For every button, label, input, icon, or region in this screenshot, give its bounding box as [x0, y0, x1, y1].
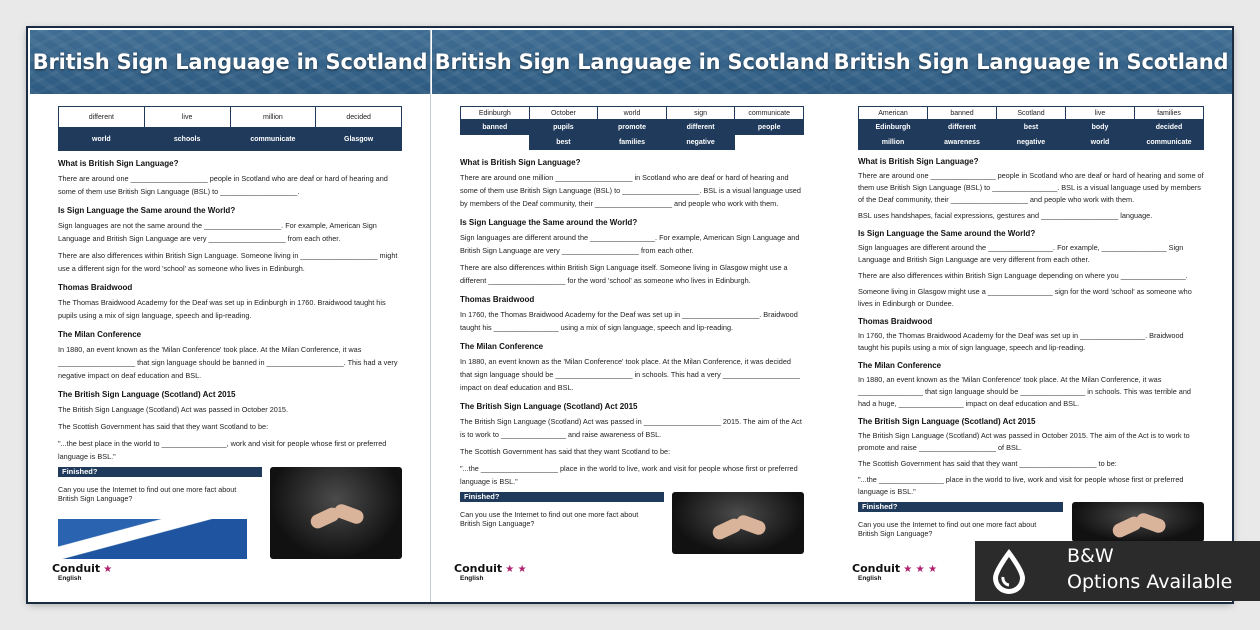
- cloze-paragraph: There are also differences within British Sign Language depending on where you ________________.: [858, 271, 1188, 280]
- word-bank-word: live: [1066, 107, 1135, 120]
- word-bank: [858, 106, 1204, 150]
- word-bank-word: families: [598, 135, 667, 150]
- badge-title: B&W: [1067, 545, 1114, 567]
- brand-name: Conduit: [52, 562, 101, 575]
- cloze-paragraph: The British Sign Language (Scotland) Act was passed in October 2015. The aim of the Act is to work to promote and raise ___________________ of BSL.: [858, 431, 1190, 452]
- word-bank-word: best: [529, 135, 598, 150]
- word-bank-word: American: [859, 107, 928, 120]
- word-bank-word: best: [997, 120, 1066, 135]
- word-bank-word: different: [928, 120, 997, 135]
- word-bank-word: sign: [666, 107, 735, 120]
- subject-label: English: [460, 575, 484, 582]
- cloze-paragraph: "...the ___________________ place in the world to live, work and visit for people whose first or preferred language is BSL.": [460, 464, 798, 486]
- cloze-paragraph: The Scottish Government has said that they want ___________________ to be:: [858, 459, 1117, 468]
- finished-box: [58, 467, 402, 561]
- difficulty-stars: ★ ★ ★: [903, 564, 938, 575]
- word-bank-word: communicate: [230, 128, 316, 151]
- word-bank-word: world: [1066, 135, 1135, 150]
- questions: [58, 157, 402, 463]
- word-bank-word: families: [1135, 107, 1204, 120]
- bw-options-badge: [975, 541, 1260, 601]
- cloze-paragraph: There are also differences within British Sign Language itself. Someone living in Glasgow might use a different ___________________ for the word 'school' as someone who lives in Edinburgh.: [460, 263, 788, 285]
- difficulty-stars: ★: [103, 564, 113, 575]
- section-heading: Thomas Braidwood: [858, 317, 933, 326]
- section-heading: What is British Sign Language?: [460, 158, 581, 167]
- badge-subtitle: Options Available: [1067, 571, 1233, 593]
- section-heading: Is Sign Language the Same around the World?: [58, 206, 236, 215]
- footer-brand: [52, 562, 112, 582]
- section-heading: Is Sign Language the Same around the World?: [460, 218, 638, 227]
- extension-question: Can you use the Internet to find out one more fact about British Sign Language?: [58, 485, 237, 503]
- title-banner: [830, 30, 1232, 94]
- footer-brand: [852, 562, 937, 582]
- word-bank-word: people: [735, 120, 804, 135]
- word-bank-word: pupils: [529, 120, 598, 135]
- footer-brand: [454, 562, 527, 582]
- word-bank-word: Edinburgh: [859, 120, 928, 135]
- cloze-paragraph: The Scottish Government has said that they want Scotland to be:: [58, 422, 269, 431]
- questions: [858, 156, 1204, 498]
- finished-box: [460, 492, 804, 556]
- cloze-paragraph: There are also differences within British Sign Language. Someone living in ___________________ might use a different sign for the word 'school' as someone who lives in Edinburgh.: [58, 251, 398, 273]
- signing-hands-photo: [672, 492, 804, 554]
- word-bank-word: Glasgow: [316, 128, 402, 151]
- cloze-paragraph: BSL uses handshapes, facial expressions, gestures and ___________________ language.: [858, 211, 1153, 220]
- section-heading: What is British Sign Language?: [58, 159, 179, 168]
- section-heading: Thomas Braidwood: [58, 283, 133, 292]
- subject-label: English: [858, 575, 882, 582]
- word-bank-word: negative: [997, 135, 1066, 150]
- section-heading: The British Sign Language (Scotland) Act 2015: [858, 417, 1036, 426]
- word-bank: [460, 106, 804, 150]
- cloze-paragraph: There are around one ________________ people in Scotland who are deaf or hard of hearing and some of them use British Sign Language (BSL) to ________________. BSL is a visual language used by members of the Deaf community, their ___________________ and people who work with them.: [858, 171, 1204, 204]
- cloze-paragraph: The British Sign Language (Scotland) Act was passed in October 2015.: [58, 405, 288, 414]
- cloze-paragraph: Sign languages are different around the ________________. For example, American Sign Language and British Sign Language are very ___________________ from each other.: [460, 233, 800, 255]
- section-heading: The British Sign Language (Scotland) Act 2015: [58, 390, 236, 399]
- word-bank-word: world: [59, 128, 145, 151]
- cloze-paragraph: There are around one million ___________________ in Scotland who are deaf or hard of hearing and some of them use British Sign Language (BSL) to ___________________. BSL is a visual language used by members of the Deaf community, their ___________________ and people who work with them.: [460, 173, 801, 208]
- finished-label: Finished?: [460, 492, 664, 502]
- worksheet-3: [830, 30, 1232, 602]
- word-bank-word: decided: [316, 107, 402, 128]
- cloze-paragraph: The Thomas Braidwood Academy for the Deaf was set up in Edinburgh in 1760. Braidwood taught his pupils using a mix of sign language, speech and lip-reading.: [58, 298, 386, 320]
- cloze-paragraph: There are around one ___________________ people in Scotland who are deaf or hard of hearing and some of them use British Sign Language (BSL) to ___________________.: [58, 174, 388, 196]
- word-bank-word: banned: [461, 120, 530, 135]
- section-heading: Thomas Braidwood: [460, 295, 535, 304]
- worksheet-title: British Sign Language in Scotland: [32, 50, 428, 74]
- word-bank-word: million: [230, 107, 316, 128]
- questions: [460, 156, 804, 488]
- signing-hands-photo: [270, 467, 402, 559]
- title-banner: [30, 30, 430, 94]
- cloze-paragraph: Sign languages are different around the ________________. For example, ________________ Sign Language and British Sign Language are very different from each other.: [858, 243, 1184, 264]
- word-bank-word: decided: [1135, 120, 1204, 135]
- finished-label: Finished?: [58, 467, 262, 477]
- cloze-paragraph: In 1760, the Thomas Braidwood Academy for the Deaf was set up in ___________________. Braidwood taught his ________________ using a mix of sign language, speech and lip-reading.: [460, 310, 798, 332]
- word-bank-word: live: [144, 107, 230, 128]
- word-bank-word: promote: [598, 120, 667, 135]
- word-bank-word: world: [598, 107, 667, 120]
- finished-label: Finished?: [858, 502, 1063, 512]
- worksheet-title: British Sign Language in Scotland: [833, 50, 1229, 74]
- cloze-paragraph: The British Sign Language (Scotland) Act was passed in ___________________ 2015. The aim of the Act is to work to ________________ and raise awareness of BSL.: [460, 417, 802, 439]
- word-bank-blank: [461, 135, 530, 150]
- word-bank-word: negative: [666, 135, 735, 150]
- word-bank-word: communicate: [1135, 135, 1204, 150]
- cloze-paragraph: Someone living in Glasgow might use a ________________ sign for the word 'school' as someone who lives in Edinburgh or Dundee.: [858, 287, 1192, 308]
- cloze-paragraph: In 1880, an event known as the 'Milan Conference' took place. At the Milan Conference, it was ___________________ that sign language should be banned in ___________________. This had a very negative impact on deaf education and BSL.: [58, 345, 398, 380]
- word-bank-word: schools: [144, 128, 230, 151]
- word-bank-blank: [735, 135, 804, 150]
- word-bank-word: Edinburgh: [461, 107, 530, 120]
- difficulty-stars: ★ ★: [505, 564, 527, 575]
- cloze-paragraph: In 1760, the Thomas Braidwood Academy for the Deaf was set up in ________________. Braidwood taught his pupils using a mix of sign language, speech and lip-reading.: [858, 331, 1184, 352]
- scotland-flag-image: [58, 519, 247, 559]
- word-bank-word: October: [529, 107, 598, 120]
- cloze-paragraph: The Scottish Government has said that they want Scotland to be:: [460, 447, 671, 456]
- word-bank-word: different: [59, 107, 145, 128]
- finished-box: [858, 502, 1204, 542]
- section-heading: The British Sign Language (Scotland) Act 2015: [460, 402, 638, 411]
- cloze-paragraph: In 1880, an event known as the 'Milan Conference' took place. At the Milan Conference, it was ________________ that sign language should be ________________ in schools. This was terrible and had a huge, ________________ impact on deaf education and BSL.: [858, 375, 1191, 408]
- worksheet-title: British Sign Language in Scotland: [434, 50, 830, 74]
- cloze-paragraph: "...the ________________ place in the world to live, work and visit for people whose first or preferred language is BSL.": [858, 475, 1184, 496]
- section-heading: The Milan Conference: [858, 361, 942, 370]
- word-bank-word: banned: [928, 107, 997, 120]
- worksheet-2: [432, 30, 833, 602]
- cloze-paragraph: Sign languages are not the same around the ___________________. For example, American Sign Language and British Sign Language are very ___________________ from each other.: [58, 221, 377, 243]
- extension-question: Can you use the Internet to find out one more fact about British Sign Language?: [858, 520, 1037, 538]
- title-banner: [432, 30, 832, 94]
- subject-label: English: [58, 575, 82, 582]
- section-heading: The Milan Conference: [58, 330, 142, 339]
- signing-hands-photo: [1072, 502, 1204, 542]
- word-bank-word: communicate: [735, 107, 804, 120]
- extension-question: Can you use the Internet to find out one more fact about British Sign Language?: [460, 510, 639, 528]
- section-heading: The Milan Conference: [460, 342, 544, 351]
- word-bank-word: awareness: [928, 135, 997, 150]
- cloze-paragraph: In 1880, an event known as the 'Milan Conference' took place. At the Milan Conference, it was decided that sign language should be ___________________ in schools. This had a very ___________________ impact on deaf education and BSL.: [460, 357, 800, 392]
- brand-name: Conduit: [852, 562, 901, 575]
- word-bank-word: different: [666, 120, 735, 135]
- worksheet-1: [30, 30, 431, 602]
- section-heading: Is Sign Language the Same around the World?: [858, 229, 1036, 238]
- word-bank-word: million: [859, 135, 928, 150]
- word-bank: [58, 106, 402, 151]
- ink-drop-icon: [989, 547, 1029, 595]
- section-heading: What is British Sign Language?: [858, 157, 979, 166]
- word-bank-word: Scotland: [997, 107, 1066, 120]
- word-bank-word: body: [1066, 120, 1135, 135]
- cloze-paragraph: "...the best place in the world to ________________, work and visit for people whose first or preferred language is BSL.": [58, 439, 387, 461]
- brand-name: Conduit: [454, 562, 503, 575]
